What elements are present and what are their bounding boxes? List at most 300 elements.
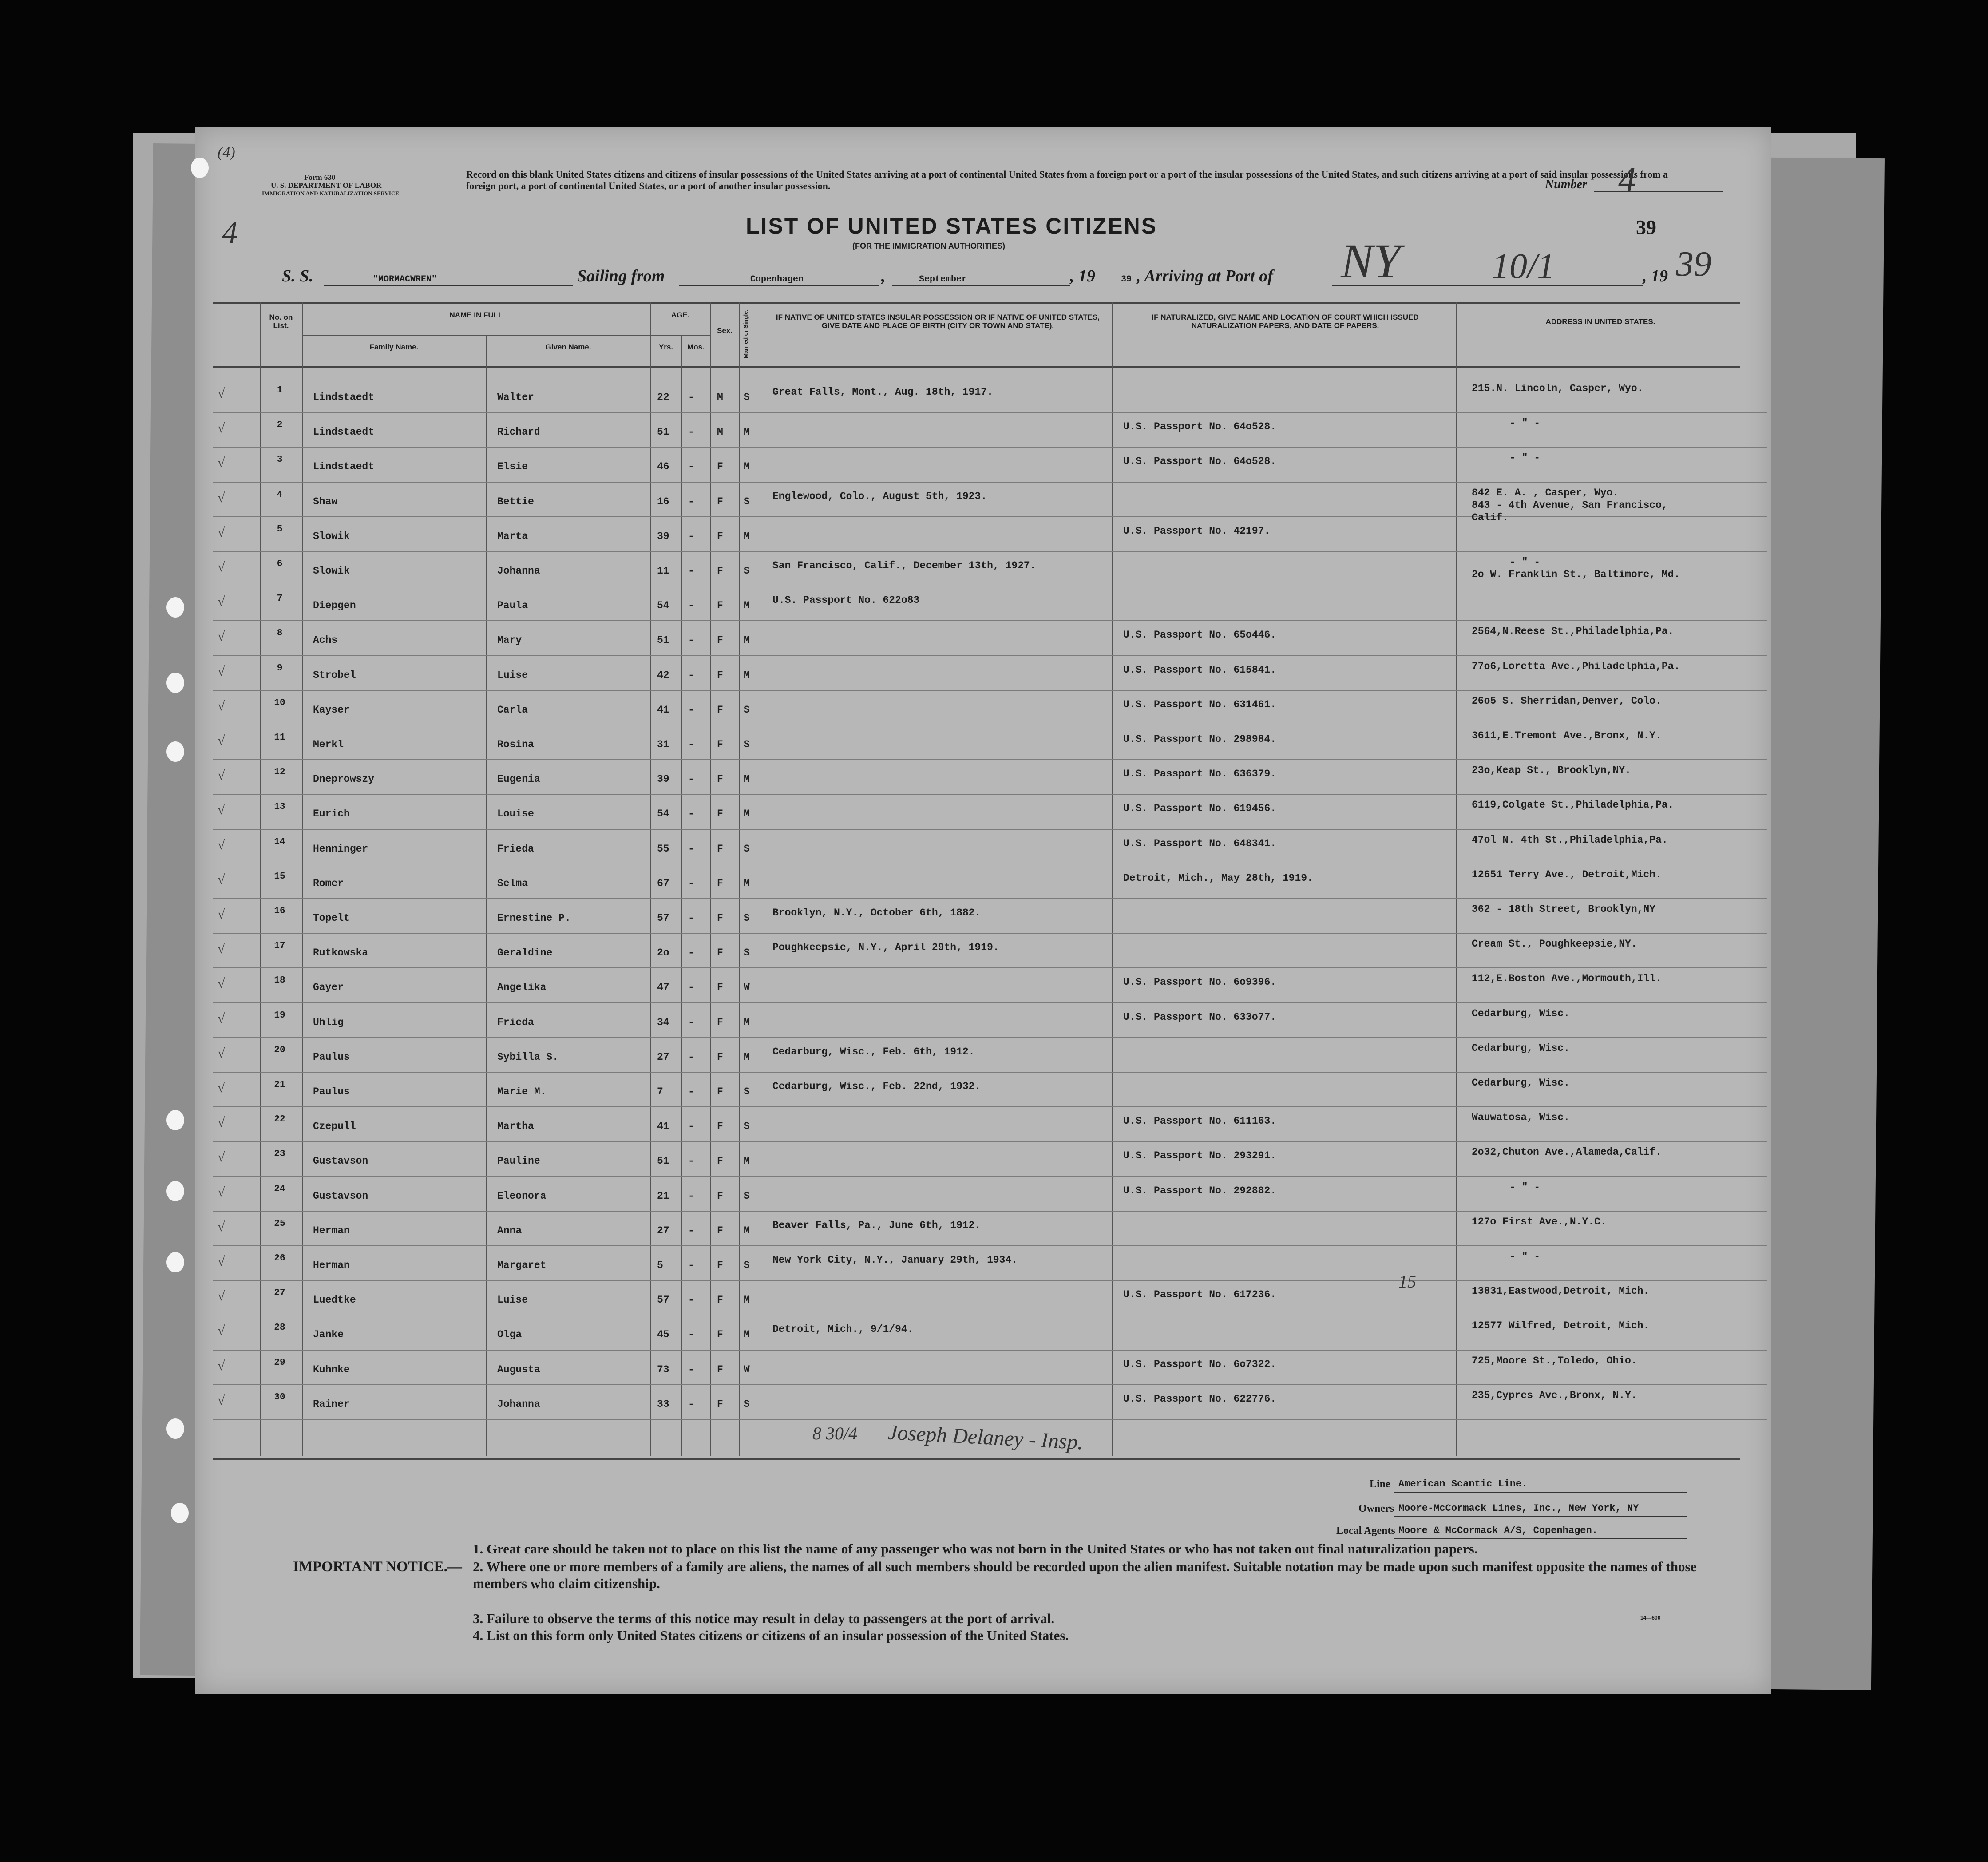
age-months: -: [688, 600, 694, 612]
address-line: 47ol N. 4th St.,Philadelphia,Pa.: [1472, 834, 1668, 846]
page-subtitle: (FOR THE IMMIGRATION AUTHORITIES): [852, 242, 1005, 250]
owners-underline: [1394, 1516, 1687, 1517]
check-mark: √: [218, 976, 225, 991]
number-label: Number: [1545, 178, 1587, 191]
age-years: 27: [657, 1224, 669, 1236]
given-name: Marta: [497, 530, 528, 542]
row-number: 21: [274, 1080, 285, 1090]
birth-info: Englewood, Colo., August 5th, 1923.: [772, 490, 987, 502]
row-number: 6: [277, 559, 283, 569]
agents-label: Local Agents: [1336, 1525, 1395, 1537]
age-years: 57: [657, 1294, 669, 1306]
marital-status: M: [744, 1155, 750, 1167]
address-line: 127o First Ave.,N.Y.C.: [1472, 1216, 1607, 1228]
sex: F: [717, 1329, 723, 1341]
form-number: Form 630: [304, 173, 336, 182]
given-name: Selma: [497, 877, 528, 889]
row-rule: [213, 412, 1767, 413]
row-rule: [213, 620, 1767, 621]
left-mark: 4: [222, 216, 238, 250]
age-years: 45: [657, 1329, 669, 1341]
naturalization-info: U.S. Passport No. 633o77.: [1123, 1011, 1277, 1023]
row-number: 11: [274, 733, 285, 743]
sex: F: [717, 982, 723, 994]
marital-status: M: [744, 1016, 750, 1028]
address-line: 12651 Terry Ave., Detroit,Mich.: [1472, 868, 1662, 880]
row-rule: [213, 1211, 1767, 1212]
family-name: Romer: [313, 877, 344, 889]
row-rule: [213, 967, 1767, 968]
given-name: Frieda: [497, 1016, 534, 1028]
naturalization-info: U.S. Passport No. 648341.: [1123, 837, 1277, 849]
address-line: - " -: [1509, 452, 1541, 464]
age-months: -: [688, 912, 694, 924]
marital-status: M: [744, 634, 750, 646]
address-line: 23o,Keap St., Brooklyn,NY.: [1472, 765, 1631, 776]
marital-status: S: [744, 565, 750, 577]
sex: F: [717, 773, 723, 785]
check-mark: √: [218, 525, 225, 540]
age-months: -: [688, 1329, 694, 1341]
naturalization-info: U.S. Passport No. 64o528.: [1123, 421, 1277, 433]
family-name: Rutkowska: [313, 947, 368, 959]
address-line: 12577 Wilfred, Detroit, Mich.: [1472, 1320, 1650, 1332]
signature-time: 8 30/4: [812, 1423, 858, 1443]
punch-hole: [171, 1503, 189, 1523]
col-divider: [739, 302, 740, 1456]
department-name: U. S. DEPARTMENT OF LABOR: [271, 181, 382, 190]
address-line: 725,Moore St.,Toledo, Ohio.: [1472, 1355, 1637, 1367]
row-rule: [213, 551, 1767, 552]
family-name: Topelt: [313, 912, 350, 924]
sailing-month: September: [919, 274, 967, 285]
line-value: American Scantic Line.: [1398, 1478, 1528, 1490]
col-header-family: Family Name.: [369, 343, 419, 351]
given-name: Johanna: [497, 1398, 540, 1410]
family-name: Lindstaedt: [313, 392, 375, 403]
naturalization-info: U.S. Passport No. 636379.: [1123, 768, 1277, 780]
given-name: Frieda: [497, 843, 534, 855]
row-number: 15: [274, 871, 285, 882]
row-rule: [213, 1106, 1767, 1107]
family-name: Slowik: [313, 565, 350, 577]
age-years: 46: [657, 461, 669, 473]
port-from-underline: [679, 285, 879, 286]
address-line: 3611,E.Tremont Ave.,Bronx, N.Y.: [1472, 730, 1662, 741]
birth-info: Great Falls, Mont., Aug. 18th, 1917.: [772, 386, 993, 398]
row-rule: [213, 1037, 1767, 1038]
row-number: 4: [277, 489, 283, 500]
address-line: 13831,Eastwood,Detroit, Mich.: [1472, 1285, 1650, 1297]
given-name: Augusta: [497, 1363, 540, 1375]
family-name: Czepull: [313, 1121, 356, 1133]
punch-hole: [166, 741, 184, 762]
marital-status: S: [744, 1398, 750, 1410]
age-months: -: [688, 843, 694, 855]
age-months: -: [688, 1398, 694, 1410]
address-line: 26o5 S. Sherridan,Denver, Colo.: [1472, 695, 1662, 707]
sex: F: [717, 1155, 723, 1167]
row-number: 7: [277, 594, 283, 604]
address-line: 2564,N.Reese St.,Philadelphia,Pa.: [1472, 626, 1674, 638]
row-number: 18: [274, 975, 285, 986]
notice-3: 3. Failure to observe the terms of this notice may result in delay to passengers at the port of arrival.: [473, 1611, 1055, 1626]
address-line: Calif.: [1472, 511, 1509, 523]
family-name: Janke: [313, 1329, 344, 1341]
age-months: -: [688, 1190, 694, 1202]
sex: F: [717, 1224, 723, 1236]
given-name: Geraldine: [497, 947, 553, 959]
address-line: 6119,Colgate St.,Philadelphia,Pa.: [1472, 799, 1674, 811]
address-line: 362 - 18th Street, Brooklyn,NY: [1472, 903, 1656, 915]
age-months: -: [688, 982, 694, 994]
col-header-name: NAME IN FULL: [449, 311, 503, 319]
check-mark: √: [218, 1219, 225, 1234]
naturalization-info: U.S. Passport No. 42197.: [1123, 525, 1271, 537]
row-number: 8: [277, 628, 283, 639]
col-header-sex: Sex.: [717, 326, 733, 335]
check-mark: √: [218, 837, 225, 852]
age-years: 22: [657, 392, 669, 403]
row-rule: [213, 1141, 1767, 1142]
agents-value: Moore & McCormack A/S, Copenhagen.: [1398, 1525, 1598, 1536]
naturalization-info: U.S. Passport No. 611163.: [1123, 1115, 1277, 1127]
check-mark: √: [218, 768, 225, 783]
given-name: Olga: [497, 1329, 522, 1341]
age-years: 16: [657, 495, 669, 507]
marital-status: M: [744, 877, 750, 889]
age-years: 54: [657, 808, 669, 820]
marital-status: M: [744, 1294, 750, 1306]
birth-info: New York City, N.Y., January 29th, 1934.: [772, 1254, 1018, 1266]
birth-info: Cedarburg, Wisc., Feb. 6th, 1912.: [772, 1046, 975, 1058]
age-months: -: [688, 877, 694, 889]
given-name: Sybilla S.: [497, 1051, 559, 1063]
sex: F: [717, 1086, 723, 1097]
sex: F: [717, 1398, 723, 1410]
marital-status: M: [744, 426, 750, 438]
given-name: Margaret: [497, 1260, 547, 1271]
given-name: Luise: [497, 669, 528, 681]
number-underline: [1594, 191, 1723, 192]
birth-info: Detroit, Mich., 9/1/94.: [772, 1323, 914, 1335]
address-line: Cedarburg, Wisc.: [1472, 1007, 1570, 1019]
age-months: -: [688, 1294, 694, 1306]
check-mark: √: [218, 1323, 225, 1339]
marital-status: M: [744, 600, 750, 612]
col-header-naturalized: IF NATURALIZED, GIVE NAME AND LOCATION OF COURT WHICH ISSUED NATURALIZATION PAPERS, AND DATE OF PAPERS.: [1152, 313, 1419, 330]
sex: F: [717, 461, 723, 473]
row-number: 9: [277, 663, 283, 673]
row-number: 10: [274, 697, 285, 708]
age-months: -: [688, 530, 694, 542]
year-prefix: , 19: [1070, 267, 1095, 285]
family-name: Kuhnke: [313, 1363, 350, 1375]
check-mark: √: [218, 1011, 225, 1026]
row-rule: [213, 1419, 1767, 1420]
naturalization-info: U.S. Passport No. 622776.: [1123, 1393, 1277, 1405]
family-name: Slowik: [313, 530, 350, 542]
col-header-given: Given Name.: [545, 343, 591, 351]
marital-status: S: [744, 704, 750, 716]
agents-underline: [1394, 1538, 1687, 1539]
address-line: - " -: [1509, 417, 1541, 429]
row-number: 1: [277, 385, 283, 396]
family-name: Diepgen: [313, 600, 356, 612]
check-mark: √: [218, 1393, 225, 1408]
given-name: Louise: [497, 808, 534, 820]
naturalization-info: U.S. Passport No. 6o9396.: [1123, 976, 1277, 988]
age-months: -: [688, 704, 694, 716]
marital-status: M: [744, 1051, 750, 1063]
row-rule: [213, 933, 1767, 934]
birth-info: U.S. Passport No. 622o83: [772, 594, 920, 606]
sailing-year: 39: [1121, 274, 1132, 285]
sex: F: [717, 495, 723, 507]
arrival-year: 39: [1676, 245, 1711, 284]
sex: F: [717, 739, 723, 750]
row-rule: [213, 1280, 1767, 1281]
row-rule: [213, 1176, 1767, 1177]
age-years: 51: [657, 1155, 669, 1167]
marital-status: S: [744, 392, 750, 403]
col-header-birth: IF NATIVE OF UNITED STATES INSULAR POSSESSION OR IF NATIVE OF UNITED STATES, GIVE DATE AND PLACE OF BIRTH (CITY OR TOWN AND STATE).: [776, 313, 1100, 330]
given-name: Johanna: [497, 565, 540, 577]
given-name: Angelika: [497, 982, 547, 994]
family-name: Merkl: [313, 739, 344, 750]
row-number: 14: [274, 836, 285, 847]
marital-status: M: [744, 669, 750, 681]
age-months: -: [688, 565, 694, 577]
marital-status: W: [744, 1363, 750, 1375]
check-mark: √: [218, 942, 225, 957]
hand-note: 15: [1398, 1272, 1416, 1292]
col-header-mos: Mos.: [687, 343, 705, 351]
sex: F: [717, 1363, 723, 1375]
age-header-divider: [650, 335, 710, 336]
age-years: 41: [657, 1121, 669, 1133]
given-name: Luise: [497, 1294, 528, 1306]
check-mark: √: [218, 490, 225, 505]
row-number: 24: [274, 1184, 285, 1194]
check-mark: √: [218, 1150, 225, 1165]
family-name: Dneprowszy: [313, 773, 375, 785]
notice-1: 1. Great care should be taken not to place on this list the name of any passenger who was not born in the United States or who has not taken out final naturalization papers.: [473, 1541, 1478, 1557]
birth-info: San Francisco, Calif., December 13th, 1927.: [772, 560, 1036, 571]
marital-status: S: [744, 912, 750, 924]
age-months: -: [688, 1155, 694, 1167]
row-rule: [213, 1245, 1767, 1246]
given-name: Walter: [497, 392, 534, 403]
given-name: Bettie: [497, 495, 534, 507]
birth-info: Brooklyn, N.Y., October 6th, 1882.: [772, 907, 981, 919]
age-years: 7: [657, 1086, 663, 1097]
sex: F: [717, 704, 723, 716]
owners-label: Owners: [1358, 1503, 1394, 1514]
family-name: Shaw: [313, 495, 338, 507]
naturalization-info: U.S. Passport No. 298984.: [1123, 733, 1277, 745]
address-line: 2o32,Chuton Ave.,Alameda,Calif.: [1472, 1146, 1662, 1158]
age-months: -: [688, 461, 694, 473]
address-line: 235,Cypres Ave.,Bronx, N.Y.: [1472, 1389, 1637, 1401]
sex: M: [717, 392, 723, 403]
sex: F: [717, 912, 723, 924]
arrival-year-prefix: , 19: [1643, 267, 1668, 285]
marital-status: M: [744, 530, 750, 542]
family-name: Gustavson: [313, 1155, 368, 1167]
family-name: Kayser: [313, 704, 350, 716]
row-rule: [213, 447, 1767, 448]
port-from: Copenhagen: [750, 274, 804, 285]
check-mark: √: [218, 421, 225, 436]
check-mark: √: [218, 872, 225, 887]
naturalization-info: U.S. Passport No. 617236.: [1123, 1289, 1277, 1301]
page-title: LIST OF UNITED STATES CITIZENS: [746, 214, 1158, 238]
check-mark: √: [218, 1254, 225, 1269]
col-header-no: No. on List.: [269, 313, 293, 330]
check-mark: √: [218, 1081, 225, 1095]
col-header-yrs: Yrs.: [658, 343, 673, 351]
given-name: Elsie: [497, 461, 528, 473]
row-rule: [213, 690, 1767, 691]
row-number: 3: [277, 455, 283, 465]
birth-info: Poughkeepsie, N.Y., April 29th, 1919.: [772, 942, 999, 954]
ss-label: S. S.: [282, 267, 313, 285]
sex: F: [717, 1051, 723, 1063]
row-number: 16: [274, 906, 285, 916]
age-years: 27: [657, 1051, 669, 1063]
birth-info: Beaver Falls, Pa., June 6th, 1912.: [772, 1219, 981, 1231]
age-months: -: [688, 1086, 694, 1097]
inspector-signature: Joseph Delaney - Insp.: [887, 1420, 1084, 1454]
col-divider: [302, 302, 303, 1456]
col-divider: [1112, 302, 1113, 1456]
family-name: Uhlig: [313, 1016, 344, 1028]
row-number: 28: [274, 1323, 285, 1333]
check-mark: √: [218, 594, 225, 610]
age-years: 39: [657, 773, 669, 785]
sex: F: [717, 565, 723, 577]
col-header-address: ADDRESS IN UNITED STATES.: [1545, 317, 1655, 326]
punch-hole: [166, 673, 184, 693]
page-number: 39: [1636, 216, 1656, 238]
family-name: Herman: [313, 1260, 350, 1271]
col-divider: [1456, 302, 1457, 1456]
arriving-label: , Arriving at Port of: [1137, 267, 1273, 285]
comma: ,: [881, 267, 886, 285]
row-number: 25: [274, 1218, 285, 1229]
notice-4: 4. List on this form only United States citizens or citizens of an insular possession of the United States.: [473, 1628, 1069, 1643]
address-line: 843 - 4th Avenue, San Francisco,: [1472, 499, 1668, 511]
family-name: Lindstaedt: [313, 426, 375, 438]
row-rule: [213, 829, 1767, 830]
row-rule: [213, 1072, 1767, 1073]
notice-label: IMPORTANT NOTICE.—: [293, 1559, 462, 1575]
age-months: -: [688, 947, 694, 959]
family-name: Paulus: [313, 1051, 350, 1063]
naturalization-info: U.S. Passport No. 6o7322.: [1123, 1358, 1277, 1370]
col-divider: [650, 302, 651, 1456]
given-name: Ernestine P.: [497, 912, 571, 924]
age-months: -: [688, 634, 694, 646]
punch-hole: [166, 597, 184, 618]
sex: M: [717, 426, 723, 438]
family-name: Henninger: [313, 843, 368, 855]
row-rule: [213, 655, 1767, 656]
address-line: 77o6,Loretta Ave.,Philadelphia,Pa.: [1472, 660, 1680, 672]
check-mark: √: [218, 907, 225, 922]
arriving-label-text: Arriving at Port of: [1144, 267, 1273, 285]
given-name: Mary: [497, 634, 522, 646]
row-number: 13: [274, 802, 285, 812]
age-years: 51: [657, 634, 669, 646]
naturalization-info: U.S. Passport No. 619456.: [1123, 803, 1277, 815]
manifest-sheet: [195, 127, 1771, 1694]
age-years: 51: [657, 426, 669, 438]
naturalization-info: U.S. Passport No. 65o446.: [1123, 629, 1277, 641]
given-name: Paula: [497, 600, 528, 612]
row-number: 12: [274, 767, 285, 778]
check-mark: √: [218, 1046, 225, 1061]
marital-status: S: [744, 1190, 750, 1202]
check-mark: √: [218, 1185, 225, 1200]
row-rule: [213, 516, 1767, 517]
punch-hole: [166, 1418, 184, 1439]
sex: F: [717, 1294, 723, 1306]
family-name: Paulus: [313, 1086, 350, 1097]
punch-hole: [191, 158, 209, 178]
line-underline: [1394, 1492, 1687, 1493]
age-years: 54: [657, 600, 669, 612]
row-number: 22: [274, 1114, 285, 1125]
row-rule: [213, 1350, 1767, 1351]
family-name: Lindstaedt: [313, 461, 375, 473]
given-name: Martha: [497, 1121, 534, 1133]
row-number: 23: [274, 1149, 285, 1160]
naturalization-info: U.S. Passport No. 615841.: [1123, 664, 1277, 676]
row-rule: [213, 1002, 1767, 1003]
marital-status: M: [744, 808, 750, 820]
row-rule: [213, 482, 1767, 483]
row-number: 30: [274, 1392, 285, 1402]
sex: F: [717, 877, 723, 889]
age-years: 31: [657, 739, 669, 750]
col-divider: [681, 335, 682, 1456]
check-mark: √: [218, 733, 225, 748]
sex: F: [717, 600, 723, 612]
given-name: Richard: [497, 426, 540, 438]
sex: F: [717, 808, 723, 820]
naturalization-info: U.S. Passport No. 64o528.: [1123, 456, 1277, 467]
punch-hole: [166, 1252, 184, 1272]
age-years: 34: [657, 1016, 669, 1028]
given-name: Eleonora: [497, 1190, 547, 1202]
owners-value: Moore-McCormack Lines, Inc., New York, NY: [1398, 1503, 1639, 1514]
marital-status: S: [744, 843, 750, 855]
naturalization-info: Detroit, Mich., May 28th, 1919.: [1123, 872, 1313, 884]
age-months: -: [688, 1224, 694, 1236]
age-years: 21: [657, 1190, 669, 1202]
age-years: 39: [657, 530, 669, 542]
birth-info: Cedarburg, Wisc., Feb. 22nd, 1932.: [772, 1081, 981, 1092]
age-months: -: [688, 669, 694, 681]
address-line: 2o W. Franklin St., Baltimore, Md.: [1472, 569, 1680, 580]
row-number: 2: [277, 420, 283, 431]
service-name: IMMIGRATION AND NATURALIZATION SERVICE: [262, 190, 400, 197]
naturalization-info: U.S. Passport No. 631461.: [1123, 698, 1277, 710]
sex: F: [717, 634, 723, 646]
family-name: Gustavson: [313, 1190, 368, 1202]
